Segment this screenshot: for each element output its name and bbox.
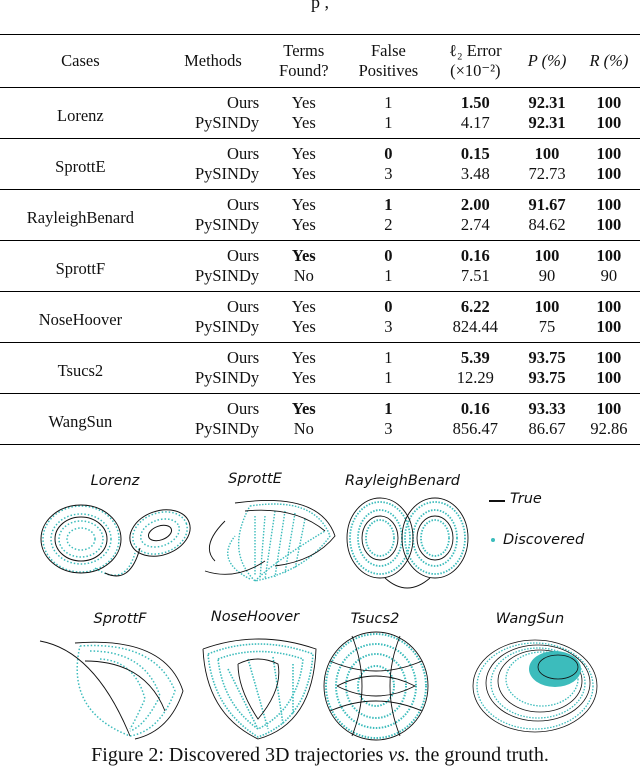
col-fp-line2: Positives — [358, 61, 419, 80]
p-cell: 75 — [516, 317, 578, 343]
p-cell: 90 — [516, 266, 578, 292]
fp-cell: 1 — [342, 266, 434, 292]
fp-cell: 0 — [384, 144, 393, 163]
discovered-trajectory — [208, 644, 313, 737]
true-trajectory — [324, 632, 428, 740]
fp-cell: 3 — [342, 317, 434, 343]
caption-emph: vs. — [388, 744, 410, 766]
trajectory-figure — [0, 455, 640, 745]
legend-true-swatch — [487, 499, 507, 503]
terms-cell: Yes — [265, 164, 342, 190]
fp-cell: 0 — [384, 246, 393, 265]
err-cell: 7.51 — [434, 266, 516, 292]
fp-cell: 2 — [342, 215, 434, 241]
fp-cell: 3 — [342, 419, 434, 445]
fp-cell: 1 — [384, 399, 393, 418]
discovered-trajectory — [350, 502, 465, 574]
method-cell: Ours — [227, 246, 260, 265]
table-row — [0, 139, 640, 165]
r-cell: 100 — [596, 93, 622, 112]
method-cell: Ours — [227, 297, 260, 316]
discovered-core — [529, 651, 581, 687]
caption-suffix: the ground truth. — [409, 744, 549, 766]
err-cell: 12.29 — [434, 368, 516, 394]
legend-discovered-label: Discovered — [503, 532, 585, 548]
col-terms-line1: Terms — [283, 41, 325, 60]
col-fp-line1: False — [371, 41, 406, 60]
col-terms-line2: Found? — [279, 61, 329, 80]
p-cell: 84.62 — [516, 215, 578, 241]
table-row — [0, 343, 640, 369]
terms-cell: Yes — [291, 297, 316, 316]
figure-caption — [0, 744, 640, 767]
panel-label-wangsun: WangSun — [495, 611, 565, 627]
terms-cell: Yes — [291, 246, 316, 265]
case-name-cell: Lorenz — [0, 88, 161, 139]
plot-rayleighbenard — [345, 493, 470, 598]
plot-wangsun — [470, 631, 618, 735]
p-cell: 72.73 — [516, 164, 578, 190]
p-cell: 92.31 — [516, 113, 578, 139]
terms-cell: Yes — [265, 215, 342, 241]
fp-cell: 1 — [342, 113, 434, 139]
err-cell: 2.74 — [434, 215, 516, 241]
fp-cell: 1 — [384, 93, 393, 112]
fp-cell: 1 — [342, 368, 434, 394]
r-cell: 100 — [596, 399, 622, 418]
plot-nosehoover — [198, 629, 320, 741]
plot-sprottf — [35, 631, 190, 743]
method-cell: Ours — [227, 93, 260, 112]
fp-cell: 1 — [384, 348, 393, 367]
discovered-trajectory — [43, 505, 193, 576]
terms-cell: Yes — [291, 348, 316, 367]
terms-cell: Yes — [265, 113, 342, 139]
err-cell: 0.16 — [460, 399, 490, 418]
panel-label-nosehoover: NoseHoover — [210, 609, 300, 625]
r-cell: 100 — [578, 368, 640, 394]
plot-sprotte — [195, 491, 340, 591]
col-error-line1: ℓ₂ Error — [449, 41, 502, 60]
err-cell: 4.17 — [434, 113, 516, 139]
true-trajectory — [203, 639, 316, 739]
legend-true-label: True — [510, 491, 542, 507]
case-name-cell: SprottF — [0, 241, 161, 292]
col-cases: Cases — [0, 35, 161, 88]
terms-cell: Yes — [291, 144, 316, 163]
col-methods: Methods — [161, 35, 265, 88]
caption-prefix: Figure 2: Discovered 3D trajectories — [91, 744, 389, 766]
method-cell: PySINDy — [161, 164, 265, 190]
p-cell: 100 — [534, 144, 560, 163]
table-body — [0, 88, 640, 445]
method-cell: PySINDy — [161, 113, 265, 139]
err-cell: 1.50 — [460, 93, 490, 112]
discovered-trajectory — [228, 504, 330, 581]
case-name-cell: RayleighBenard — [0, 190, 161, 241]
method-cell: Ours — [227, 399, 260, 418]
panel-label-tsucs2: Tsucs2 — [350, 611, 400, 627]
err-cell: 824.44 — [434, 317, 516, 343]
p-cell: 100 — [534, 297, 560, 316]
err-cell: 0.16 — [460, 246, 490, 265]
col-recall: R (%) — [578, 35, 640, 88]
terms-cell: Yes — [291, 93, 316, 112]
err-cell: 3.48 — [434, 164, 516, 190]
panel-label-rayleighbenard: RayleighBenard — [344, 473, 461, 489]
p-cell: 86.67 — [516, 419, 578, 445]
method-cell: PySINDy — [161, 215, 265, 241]
r-cell: 100 — [596, 195, 622, 214]
r-cell: 100 — [596, 297, 622, 316]
method-cell: Ours — [227, 195, 260, 214]
method-cell: PySINDy — [161, 368, 265, 394]
r-cell: 90 — [578, 266, 640, 292]
table-header-row — [0, 35, 640, 88]
err-cell: 6.22 — [460, 297, 490, 316]
fp-cell: 3 — [342, 164, 434, 190]
p-cell: 92.31 — [528, 93, 566, 112]
p-cell: 93.33 — [528, 399, 566, 418]
r-cell: 100 — [596, 348, 622, 367]
panel-label-sprottf: SprottF — [93, 611, 147, 627]
terms-cell: Yes — [265, 317, 342, 343]
true-trajectory — [40, 641, 183, 739]
table-row — [0, 190, 640, 216]
err-cell: 0.15 — [460, 144, 490, 163]
r-cell: 100 — [578, 215, 640, 241]
p-cell: 93.75 — [516, 368, 578, 394]
method-cell: PySINDy — [161, 266, 265, 292]
plot-tsucs2 — [322, 631, 430, 741]
r-cell: 100 — [578, 317, 640, 343]
fp-cell: 1 — [384, 195, 393, 214]
table-row — [0, 292, 640, 318]
terms-cell: Yes — [291, 399, 316, 418]
fp-cell: 0 — [384, 297, 393, 316]
panel-label-lorenz: Lorenz — [90, 473, 140, 489]
method-cell: PySINDy — [161, 419, 265, 445]
cutoff-caption-fragment: p , — [311, 0, 329, 12]
r-cell: 100 — [596, 144, 622, 163]
terms-cell: Yes — [265, 368, 342, 394]
discovered-trajectory — [326, 634, 426, 738]
case-name-cell: SprottE — [0, 139, 161, 190]
terms-cell: No — [265, 266, 342, 292]
col-terms-found — [265, 35, 342, 88]
r-cell: 100 — [578, 113, 640, 139]
panel-label-sprotte: SprottE — [228, 471, 282, 487]
discovered-trajectory — [477, 643, 593, 729]
terms-cell: Yes — [291, 195, 316, 214]
p-cell: 91.67 — [528, 195, 566, 214]
r-cell: 100 — [578, 164, 640, 190]
err-cell: 5.39 — [460, 348, 490, 367]
col-error-line2: (×10⁻²) — [450, 61, 501, 80]
method-cell: PySINDy — [161, 317, 265, 343]
true-trajectory — [347, 498, 468, 588]
case-name-cell: NoseHoover — [0, 292, 161, 343]
terms-cell: No — [265, 419, 342, 445]
col-precision: P (%) — [516, 35, 578, 88]
col-false-positives — [342, 35, 434, 88]
col-error — [434, 35, 516, 88]
case-name-cell: WangSun — [0, 394, 161, 445]
err-cell: 2.00 — [460, 195, 490, 214]
p-cell: 93.75 — [528, 348, 566, 367]
err-cell: 856.47 — [434, 419, 516, 445]
table-row — [0, 241, 640, 267]
r-cell: 92.86 — [578, 419, 640, 445]
plot-lorenz — [35, 493, 205, 593]
case-name-cell: Tsucs2 — [0, 343, 161, 394]
table-row — [0, 394, 640, 420]
method-cell: Ours — [227, 144, 260, 163]
table-row — [0, 88, 640, 114]
p-cell: 100 — [534, 246, 560, 265]
method-cell: Ours — [227, 348, 260, 367]
results-table — [0, 34, 640, 445]
r-cell: 100 — [596, 246, 622, 265]
